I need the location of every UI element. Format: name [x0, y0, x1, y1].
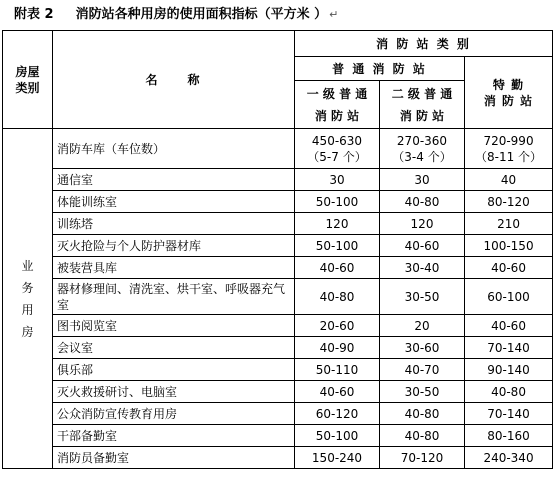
area-value-line: 30-40 — [404, 260, 440, 275]
area-value-cell — [465, 381, 553, 403]
area-value-line: 20 — [414, 318, 430, 333]
area-value-line: 60-120 — [315, 406, 359, 421]
area-value-line: 30-60 — [404, 340, 440, 355]
room-name-cell: 灭火救援研讨、电脑室 — [53, 381, 295, 403]
area-value-cell — [380, 213, 465, 235]
area-value-cell — [380, 403, 465, 425]
header-station-type: 消 防 站 类 别 — [295, 31, 553, 57]
area-value-cell — [380, 235, 465, 257]
header-level2-line-2: 消 防 站 — [399, 108, 445, 123]
table-row — [3, 447, 553, 469]
area-value-line: 450-630 — [311, 133, 363, 148]
area-value-line: （3-4 个） — [392, 149, 452, 164]
area-value-cell — [380, 257, 465, 279]
header-row-1 — [3, 31, 553, 57]
area-value-line: 80-160 — [487, 428, 530, 443]
area-value-line: 50-110 — [315, 362, 359, 377]
area-value-cell — [295, 235, 380, 257]
area-value-line: 20-60 — [319, 318, 355, 333]
header-general-station: 普 通 消 防 站 — [295, 57, 465, 81]
category-cell — [3, 129, 53, 469]
area-value-cell — [380, 315, 465, 337]
area-value-line: 720-990 — [483, 133, 534, 148]
area-value-line: 150-240 — [311, 450, 363, 465]
table-row — [3, 337, 553, 359]
area-value-line: 80-120 — [487, 194, 530, 209]
area-value-line: 40 — [500, 172, 517, 187]
area-value-cell — [295, 315, 380, 337]
area-value-cell — [380, 425, 465, 447]
area-value-line: 30 — [414, 172, 430, 187]
area-value-cell — [295, 191, 380, 213]
area-value-line: 70-120 — [400, 450, 444, 465]
header-special-line-2: 消 防 站 — [483, 93, 534, 108]
room-name-cell: 图书阅览室 — [53, 315, 295, 337]
area-value-cell — [465, 257, 553, 279]
area-value-line: 40-70 — [404, 362, 440, 377]
area-value-line: 90-140 — [487, 362, 530, 377]
area-value-cell — [465, 337, 553, 359]
area-value-line: 40-60 — [404, 238, 440, 253]
area-value-line: 60-100 — [487, 289, 530, 304]
area-value-cell — [295, 169, 380, 191]
area-value-cell — [465, 191, 553, 213]
header-special-line-1: 特 勤 — [492, 77, 525, 92]
table-row — [3, 425, 553, 447]
area-value-line: 70-140 — [487, 340, 530, 355]
area-value-cell — [465, 425, 553, 447]
area-value-line: （8-11 个） — [474, 149, 543, 164]
area-table — [2, 30, 553, 469]
area-value-cell — [380, 191, 465, 213]
area-value-cell — [465, 403, 553, 425]
table-row — [3, 315, 553, 337]
area-value-cell — [380, 169, 465, 191]
area-value-line: 100-150 — [483, 238, 534, 253]
room-name-cell: 器材修理间、清洗室、烘干室、呼吸器充气室 — [53, 279, 295, 315]
table-row — [3, 235, 553, 257]
room-name-cell: 被装营具库 — [53, 257, 295, 279]
category-char: 房 — [21, 324, 34, 339]
area-value-cell — [295, 337, 380, 359]
area-value-cell — [295, 359, 380, 381]
area-value-cell — [295, 425, 380, 447]
table-row — [3, 257, 553, 279]
room-name-cell: 训练塔 — [53, 213, 295, 235]
category-char: 业 — [21, 258, 34, 273]
area-value-line: 30 — [329, 172, 345, 187]
room-name-cell: 消防车库（车位数） — [53, 129, 295, 169]
area-value-line: 40-60 — [319, 260, 355, 275]
room-name-cell: 消防员备勤室 — [53, 447, 295, 469]
area-value-cell — [295, 257, 380, 279]
area-value-cell — [465, 213, 553, 235]
category-char: 用 — [21, 302, 34, 317]
area-value-line: 40-80 — [404, 194, 440, 209]
area-value-cell — [295, 447, 380, 469]
area-value-cell — [465, 129, 553, 169]
table-row — [3, 279, 553, 315]
area-value-cell — [380, 129, 465, 169]
area-value-line: 40-80 — [319, 289, 355, 304]
area-value-line: 70-140 — [487, 406, 530, 421]
title-label: 附表 2 — [14, 7, 54, 22]
area-value-cell — [465, 359, 553, 381]
area-value-cell — [465, 315, 553, 337]
area-value-cell — [380, 381, 465, 403]
header-level1-line-2: 消 防 站 — [314, 108, 360, 123]
area-value-line: 40-60 — [491, 260, 526, 275]
header-name: 名 称 — [53, 31, 295, 129]
area-value-line: 30-50 — [404, 384, 440, 399]
area-value-cell — [465, 447, 553, 469]
header-category-line-1: 房屋 — [15, 64, 40, 79]
room-name-cell: 灭火抢险与个人防护器材库 — [53, 235, 295, 257]
area-value-cell — [295, 129, 380, 169]
area-value-cell — [295, 403, 380, 425]
area-value-line: 40-80 — [404, 406, 440, 421]
area-value-line: 40-80 — [404, 428, 440, 443]
area-value-line: 120 — [410, 216, 434, 231]
table-row — [3, 403, 553, 425]
table-row — [3, 129, 553, 169]
area-value-line: 50-100 — [315, 194, 359, 209]
table-row — [3, 191, 553, 213]
paragraph-mark-icon: ↵ — [329, 8, 339, 21]
table-row — [3, 213, 553, 235]
area-value-cell — [295, 279, 380, 315]
area-value-cell — [465, 279, 553, 315]
area-value-line: 270-360 — [396, 133, 448, 148]
area-value-line: 40-90 — [319, 340, 355, 355]
header-level2-line-1: 二 级 普 通 — [391, 86, 453, 101]
document-title — [14, 4, 338, 26]
area-value-line: 240-340 — [483, 450, 534, 465]
header-level1-line-1: 一 级 普 通 — [306, 86, 368, 101]
category-char: 务 — [21, 280, 34, 295]
header-level2-station — [380, 81, 465, 129]
table-row — [3, 381, 553, 403]
header-special-station — [465, 57, 553, 129]
area-value-line: 210 — [497, 216, 520, 231]
area-value-cell — [465, 235, 553, 257]
table-row — [3, 169, 553, 191]
table-body — [3, 31, 553, 469]
area-value-cell — [380, 359, 465, 381]
header-level1-station — [295, 81, 380, 129]
area-value-line: 40-60 — [491, 318, 526, 333]
area-value-cell — [380, 279, 465, 315]
area-value-cell — [295, 381, 380, 403]
area-value-line: 50-100 — [315, 428, 359, 443]
area-value-line: 30-50 — [404, 289, 440, 304]
area-value-cell — [380, 447, 465, 469]
area-value-cell — [465, 169, 553, 191]
area-value-cell — [380, 337, 465, 359]
area-value-line: 40-80 — [491, 384, 526, 399]
area-value-line: 40-60 — [319, 384, 355, 399]
room-name-cell: 干部备勤室 — [53, 425, 295, 447]
area-value-line: 120 — [325, 216, 349, 231]
room-name-cell: 俱乐部 — [53, 359, 295, 381]
title-text: 消防站各种用房的使用面积指标（平方米 ） — [75, 7, 328, 22]
area-value-cell — [295, 213, 380, 235]
table-row — [3, 359, 553, 381]
room-name-cell: 公众消防宣传教育用房 — [53, 403, 295, 425]
room-name-cell: 通信室 — [53, 169, 295, 191]
area-value-line: （5-7 个） — [307, 149, 367, 164]
room-name-cell: 会议室 — [53, 337, 295, 359]
header-category — [3, 31, 53, 129]
header-category-line-2: 类别 — [15, 80, 40, 95]
area-value-line: 50-100 — [315, 238, 359, 253]
room-name-cell: 体能训练室 — [53, 191, 295, 213]
